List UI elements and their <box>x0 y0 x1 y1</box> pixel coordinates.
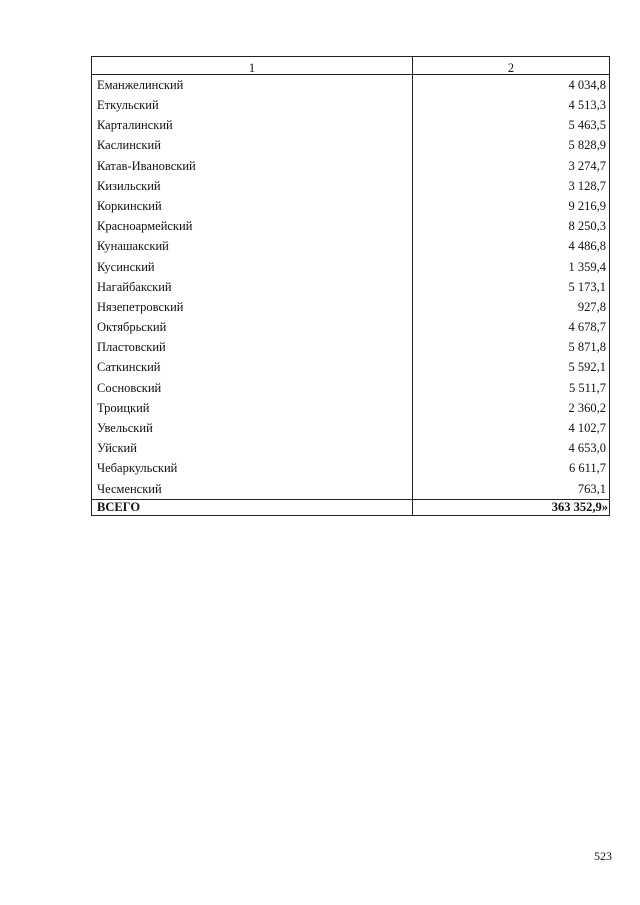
table-row <box>92 277 610 297</box>
district-name: Сосновский <box>92 378 413 398</box>
district-value: 2 360,2 <box>413 398 610 418</box>
district-name: Пластовский <box>92 337 413 357</box>
district-value: 4 653,0 <box>413 438 610 458</box>
table-row <box>92 317 610 337</box>
district-value: 1 359,4 <box>413 257 610 277</box>
district-value: 927,8 <box>413 297 610 317</box>
district-value: 5 828,9 <box>413 136 610 156</box>
district-name: Кусинский <box>92 257 413 277</box>
district-value: 5 173,1 <box>413 277 610 297</box>
district-name: Нязепетровский <box>92 297 413 317</box>
district-name: Нагайбакский <box>92 277 413 297</box>
header-row <box>92 57 610 75</box>
table-row <box>92 378 610 398</box>
district-name: Катав-Ивановский <box>92 156 413 176</box>
district-value: 4 513,3 <box>413 95 610 115</box>
district-name: Кунашакский <box>92 237 413 257</box>
district-name: Саткинский <box>92 358 413 378</box>
district-value: 6 611,7 <box>413 459 610 479</box>
district-name: Еткульский <box>92 95 413 115</box>
table-row <box>92 136 610 156</box>
table-row <box>92 358 610 378</box>
district-name: Октябрьский <box>92 317 413 337</box>
district-name: Красноармейский <box>92 216 413 236</box>
table-row <box>92 257 610 277</box>
total-row <box>92 499 610 515</box>
district-value: 5 592,1 <box>413 358 610 378</box>
district-name: Чесменский <box>92 479 413 500</box>
district-value: 3 128,7 <box>413 176 610 196</box>
district-name: Уйский <box>92 438 413 458</box>
column-header-2: 2 <box>413 57 610 75</box>
table-row <box>92 176 610 196</box>
table-row <box>92 418 610 438</box>
district-value: 5 463,5 <box>413 115 610 135</box>
table-row <box>92 438 610 458</box>
table-row <box>92 479 610 500</box>
district-value: 4 034,8 <box>413 75 610 96</box>
district-value: 763,1 <box>413 479 610 500</box>
table-row <box>92 237 610 257</box>
district-value: 4 102,7 <box>413 418 610 438</box>
district-value: 5 871,8 <box>413 337 610 357</box>
page-number: 523 <box>594 849 612 863</box>
table-row <box>92 115 610 135</box>
district-value: 4 678,7 <box>413 317 610 337</box>
district-name: Каслинский <box>92 136 413 156</box>
table-row <box>92 398 610 418</box>
district-value: 3 274,7 <box>413 156 610 176</box>
table-row <box>92 216 610 236</box>
total-label: ВСЕГО <box>92 499 413 515</box>
district-value: 5 511,7 <box>413 378 610 398</box>
district-name: Увельский <box>92 418 413 438</box>
table-row <box>92 156 610 176</box>
district-value: 4 486,8 <box>413 237 610 257</box>
district-name: Карталинский <box>92 115 413 135</box>
district-name: Еманжелинский <box>92 75 413 96</box>
district-name: Кизильский <box>92 176 413 196</box>
district-name: Троицкий <box>92 398 413 418</box>
table-row <box>92 337 610 357</box>
table-row <box>92 95 610 115</box>
total-value: 363 352,9» <box>413 499 610 515</box>
district-name: Коркинский <box>92 196 413 216</box>
table-row <box>92 75 610 96</box>
table-row <box>92 297 610 317</box>
district-name: Чебаркульский <box>92 459 413 479</box>
table-body <box>92 75 610 516</box>
distribution-table <box>91 56 610 516</box>
district-value: 8 250,3 <box>413 216 610 236</box>
table-row <box>92 196 610 216</box>
table-row <box>92 459 610 479</box>
column-header-1: 1 <box>92 57 413 75</box>
district-value: 9 216,9 <box>413 196 610 216</box>
